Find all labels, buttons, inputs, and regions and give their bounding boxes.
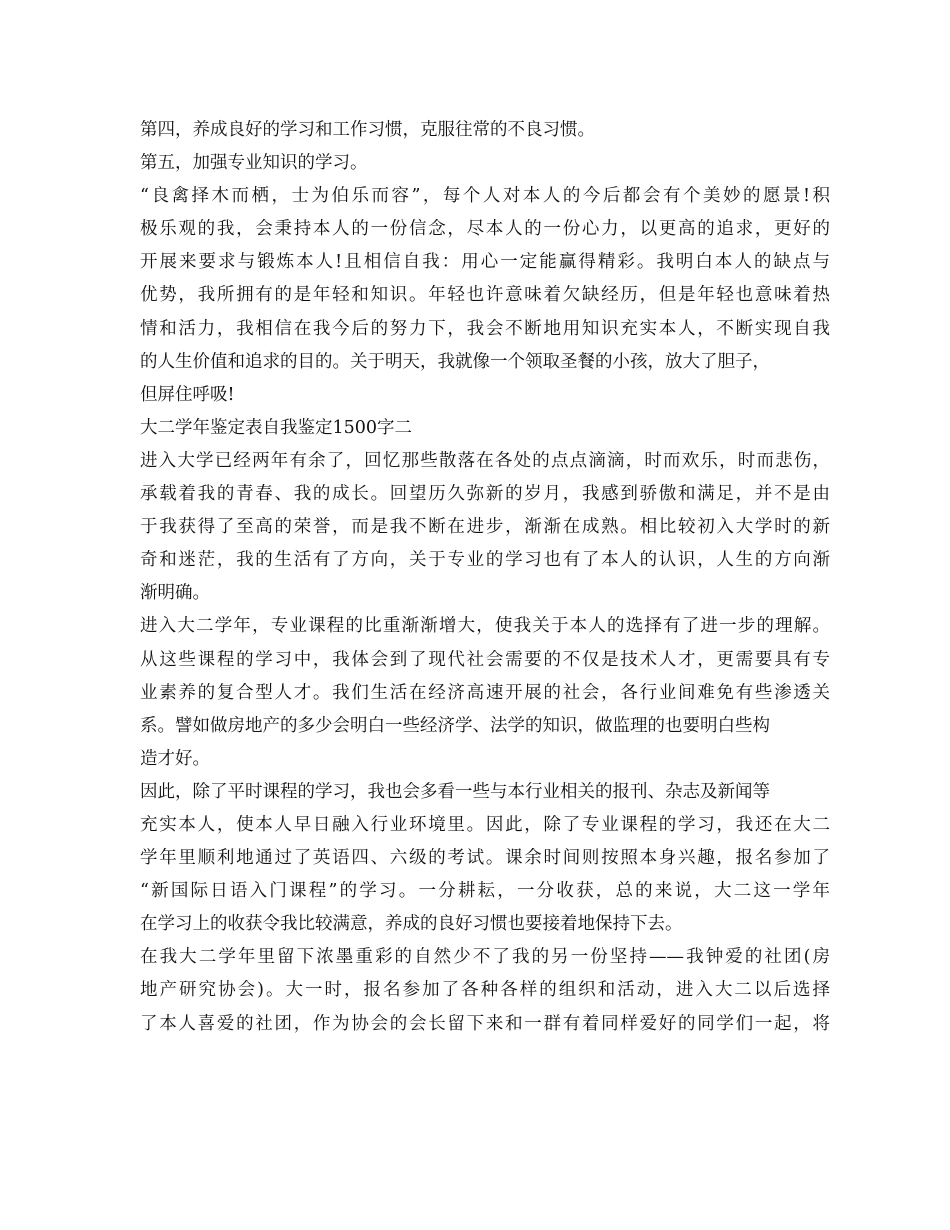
text-line: 进入大二学年，专业课程的比重渐渐增大，使我关于本人的选择有了进一步的理解。: [140, 616, 830, 637]
text-line: 在我大二学年里留下浓墨重彩的自然少不了我的另一份坚持——我钟爱的社团(房: [140, 947, 830, 968]
text-line: 渐明确。: [140, 583, 210, 604]
text-line: 因此，除了平时课程的学习，我也会多看一些与本行业相关的报刊、杂志及新闻等: [140, 781, 770, 802]
text-line: 优势，我所拥有的是年轻和知识。年轻也许意味着欠缺经历，但是年轻也意味着热: [140, 285, 830, 306]
text-line: 充实本人，使本人早日融入行业环境里。因此，除了专业课程的学习，我还在大二: [140, 814, 830, 835]
text-line: 开展来要求与锻炼本人!且相信自我：用心一定能赢得精彩。我明白本人的缺点与: [140, 252, 830, 273]
text-line: 但屏住呼吸!: [140, 384, 235, 405]
text-line: 奇和迷茫，我的生活有了方向，关于专业的学习也有了本人的认识，人生的方向渐: [140, 550, 830, 571]
text-line: 在学习上的收获令我比较满意，养成的良好习惯也要接着地保持下去。: [140, 914, 683, 935]
text-line: “新国际日语入门课程”的学习。一分耕耘，一分收获，总的来说，大二这一学年: [140, 881, 830, 902]
text-line: 业素养的复合型人才。我们生活在经济高速开展的社会，各行业间难免有些渗透关: [140, 682, 830, 703]
text-line: 极乐观的我，会秉持本人的一份信念，尽本人的一份心力，以更高的追求，更好的: [140, 219, 830, 240]
text-line: 地产研究协会)。大一时，报名参加了各种各样的组织和活动，进入大二以后选择: [140, 980, 830, 1001]
text-line: 承载着我的青春、我的成长。回望历久弥新的岁月，我感到骄傲和满足，并不是由: [140, 484, 830, 505]
text-line: 造才好。: [140, 748, 210, 769]
text-line: 第五，加强专业知识的学习。: [140, 153, 368, 174]
document-body: [140, 114, 830, 1041]
text-line: 学年里顺利地通过了英语四、六级的考试。课余时间则按照本身兴趣，报名参加了: [140, 848, 830, 869]
text-line: 从这些课程的学习中，我体会到了现代社会需要的不仅是技术人才，更需要具有专: [140, 649, 830, 670]
text-line: 了本人喜爱的社团，作为协会的会长留下来和一群有着同样爱好的同学们一起，将: [140, 1013, 830, 1034]
text-line: 第四，养成良好的学习和工作习惯，克服往常的不良习惯。: [140, 120, 595, 140]
text-line: “良禽择木而栖，士为伯乐而容”，每个人对本人的今后都会有个美妙的愿景!积: [140, 186, 830, 207]
section-heading: 大二学年鉴定表自我鉴定1500字二: [140, 417, 413, 438]
text-line: 进入大学已经两年有余了，回忆那些散落在各处的点点滴滴，时而欢乐，时而悲伤，: [140, 450, 830, 471]
text-line: 情和活力，我相信在我今后的努力下，我会不断地用知识充实本人，不断实现自我: [140, 318, 830, 339]
text-line: 系。譬如做房地产的多少会明白一些经济学、法学的知识，做监理的也要明白些构: [140, 715, 770, 736]
text-line: 于我获得了至高的荣誉，而是我不断在进步，渐渐在成熟。相比较初入大学时的新: [140, 517, 830, 538]
text-line: 的人生价值和追求的目的。关于明天，我就像一个领取圣餐的小孩，放大了胆子，: [140, 351, 770, 372]
